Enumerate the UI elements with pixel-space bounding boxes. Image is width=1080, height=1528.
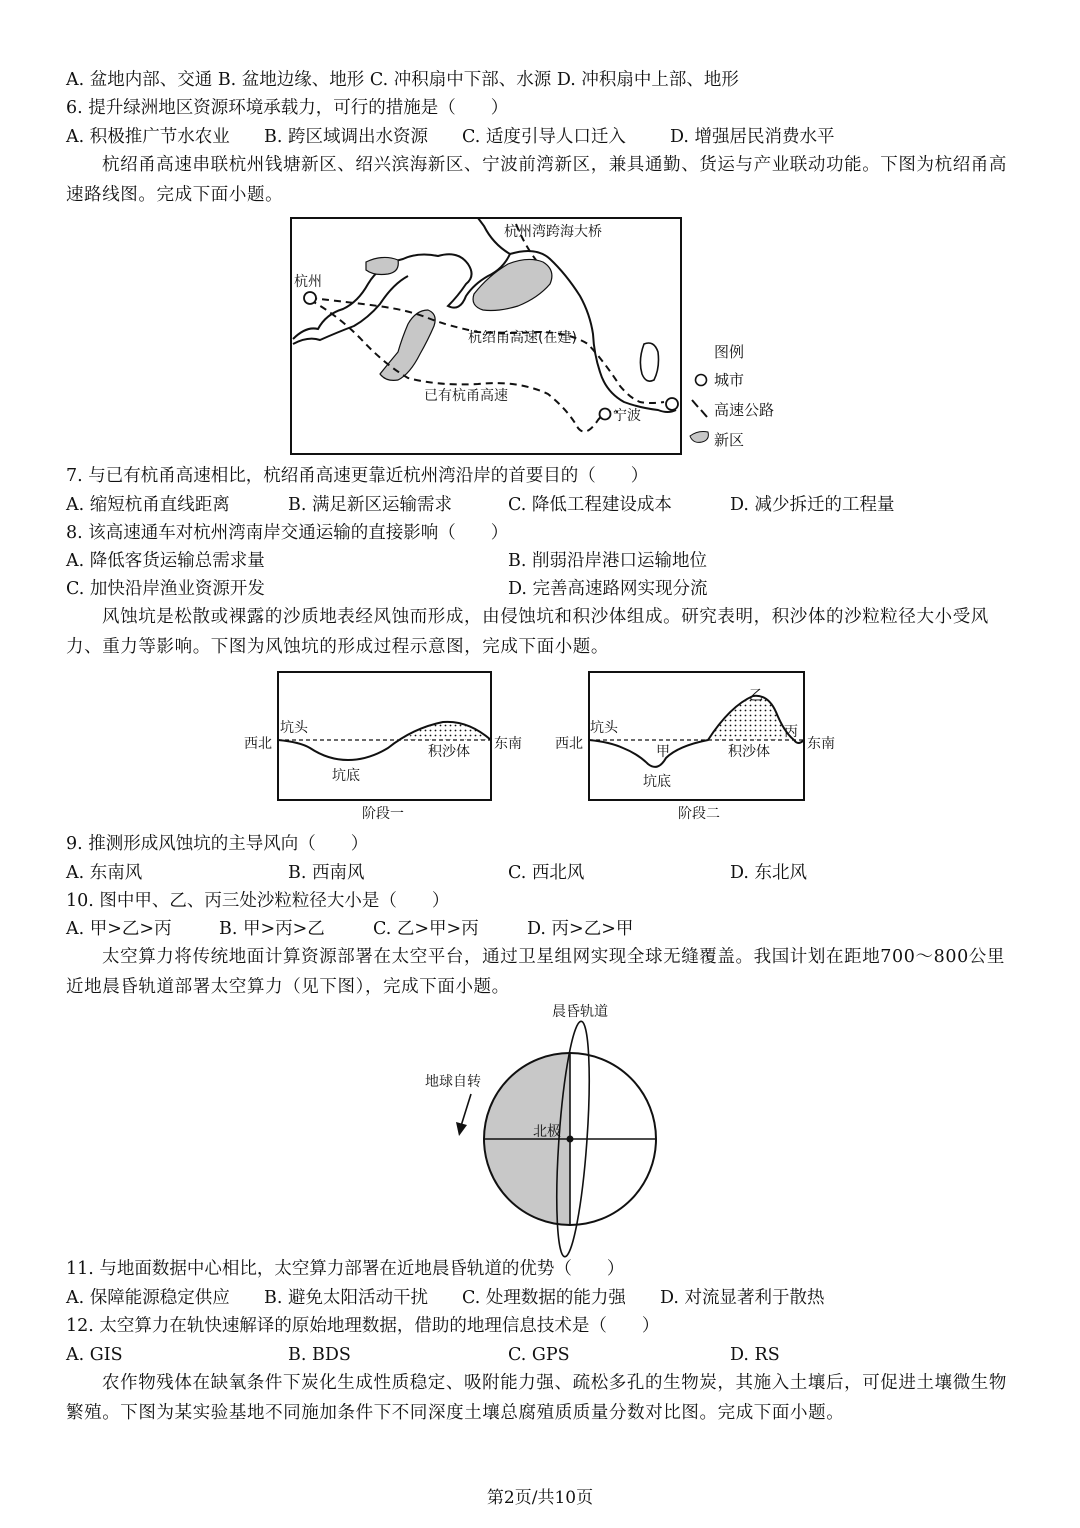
q8-option-c[interactable]: C. 加快沿岸渔业资源开发 [66,579,265,599]
dawn-dusk-orbit-diagram [415,998,675,1264]
q12-option-d[interactable]: D. RS [730,1345,780,1365]
q6-option-a[interactable]: A. 积极推广节水农业 [66,127,230,147]
q12-options [66,1343,1016,1367]
pole-label: 北极 [533,1124,561,1140]
page-number: 第2页/共10页 [486,1488,594,1508]
q9-stem: 9. 推测形成风蚀坑的主导风向（ ） [66,834,369,854]
q10-option-a[interactable]: A. 甲>乙>丙 [66,919,172,939]
q10-option-d[interactable]: D. 丙>乙>甲 [527,919,634,939]
q6-option-c[interactable]: C. 适度引导人口迁入 [462,127,626,147]
stage2-bing: 丙 [784,724,798,740]
highway-map [288,214,798,463]
q6-options [66,125,1016,149]
q7-stem: 7. 与已有杭甬高速相比，杭绍甬高速更靠近杭州湾沿岸的首要目的（ ） [66,466,649,486]
q6-option-d[interactable]: D. 增强居民消费水平 [670,127,835,147]
stage2-pit-bottom: 坑底 [643,774,671,790]
q12-option-b[interactable]: B. BDS [288,1345,351,1365]
q7-options [66,493,1016,517]
stage1-southeast: 东南 [494,736,522,752]
stage1-label: 阶段一 [362,806,404,822]
q10-option-b[interactable]: B. 甲>丙>乙 [219,919,325,939]
newzone-qiantang [366,257,398,274]
rotation-label: 地球自转 [425,1074,481,1090]
q8-options-row1 [66,549,1016,573]
q8-stem: 8. 该高速通车对杭州湾南岸交通运输的直接影响（ ） [66,523,509,543]
legend-highway-icon [692,400,707,417]
q9-option-b[interactable]: B. 西南风 [288,863,365,883]
stage2-southeast: 东南 [807,736,835,752]
stage1-sand-label: 积沙体 [428,744,470,760]
passage-highway: 杭绍甬高速串联杭州钱塘新区、绍兴滨海新区、宁波前湾新区，兼具通勤、货运与产业联动功能。下图为杭绍甬高速路线图。完成下面小题。 [66,155,1007,205]
passage-space-computing: 太空算力将传统地面计算资源部署在太空平台，通过卫星组网实现全球无缝覆盖。我国计划在距地700～800公里近地晨昏轨道部署太空算力（见下图），完成下面小题。 [66,947,1006,997]
q7-option-a[interactable]: A. 缩短杭甬直线距离 [66,495,230,515]
city-hangzhou-marker [304,292,316,304]
q11-option-d[interactable]: D. 对流显著利于散热 [660,1288,825,1308]
hangzhou-label: 杭州 [294,274,322,290]
q12-option-c[interactable]: C. GPS [508,1345,570,1365]
passage-wind-pit: 风蚀坑是松散或裸露的沙质地表经风蚀而形成，由侵蚀坑和积沙体组成。研究表明，积沙体的沙粒粒径大小受风力、重力等影响。下图为风蚀坑的形成过程示意图，完成下面小题。 [66,607,989,657]
stage2-yi: 乙 [749,688,763,704]
island [640,343,658,381]
newzone-qianwan [473,259,552,310]
old-highway-route [310,300,618,432]
q10-stem: 10. 图中甲、乙、丙三处沙粒粒径大小是（ ） [66,891,450,911]
q12-stem: 12. 太空算力在轨快速解译的原始地理数据，借助的地理信息技术是（ ） [66,1316,660,1336]
q9-option-d[interactable]: D. 东北风 [730,863,808,883]
q11-stem: 11. 与地面数据中心相比，太空算力部署在近地晨昏轨道的优势（ ） [66,1259,625,1279]
stage1-pit-bottom: 坑底 [332,768,360,784]
stage2-northwest: 西北 [555,736,583,752]
q11-option-b[interactable]: B. 避免太阳活动干扰 [264,1288,428,1308]
legend-title: 图例 [714,343,745,361]
q8-option-a[interactable]: A. 降低客货运输总需求量 [66,551,265,571]
city-east-marker [666,398,678,410]
q6-stem: 6. 提升绿洲地区资源环境承载力，可行的措施是（ ） [66,98,509,118]
q6-option-b[interactable]: B. 跨区域调出水资源 [264,127,428,147]
q9-options [66,861,1016,885]
q8-option-d[interactable]: D. 完善高速路网实现分流 [508,579,708,599]
old-highway-label: 已有杭甬高速 [424,388,508,404]
newzone-binhai [380,310,435,380]
q10-option-c[interactable]: C. 乙>甲>丙 [373,919,479,939]
north-pole-dot [567,1136,574,1143]
legend-highway: 高速公路 [714,401,775,419]
bridge-label: 杭州湾跨海大桥 [504,224,602,240]
q10-options [66,917,1016,941]
stage1-northwest: 西北 [244,736,272,752]
q9-option-a[interactable]: A. 东南风 [66,863,143,883]
legend-newzone: 新区 [714,431,745,449]
legend-newzone-icon [690,432,708,443]
legend-city: 城市 [714,371,745,389]
q8-options-row2 [66,577,1016,601]
q11-option-a[interactable]: A. 保障能源稳定供应 [66,1288,230,1308]
city-ningbo-marker [600,409,611,420]
stage2-pit-head: 坑头 [590,720,618,736]
stage2-jia: 甲 [656,744,670,760]
stage2-label: 阶段二 [678,806,720,822]
rotation-arrow-head [456,1122,467,1136]
q11-option-c[interactable]: C. 处理数据的能力强 [462,1288,626,1308]
q9-option-c[interactable]: C. 西北风 [508,863,585,883]
q11-options [66,1286,1016,1310]
stage2-sand-body [708,696,786,740]
passage-biochar: 农作物残体在缺氧条件下炭化生成性质稳定、吸附能力强、疏松多孔的生物炭，其施入土壤后，可促进土壤微生物繁殖。下图为某实验基地不同施加条件下不同深度土壤总腐殖质质量分数对比图。完成下面小题。 [66,1373,1007,1423]
south-shore-west [293,218,510,339]
q7-option-d[interactable]: D. 减少拆迁的工程量 [730,495,895,515]
q5-options: A. 盆地内部、交通 B. 盆地边缘、地形 C. 冲积扇中下部、水源 D. 冲积扇中上部、地形 [66,70,739,90]
wind-pit-diagram [238,668,848,832]
q12-option-a[interactable]: A. GIS [66,1345,123,1365]
new-highway-label: 杭绍甬高速(在建) [468,330,577,346]
q7-option-c[interactable]: C. 降低工程建设成本 [508,495,672,515]
stage1-pit-head: 坑头 [280,720,308,736]
rotation-arrow-shaft [461,1094,471,1126]
ningbo-label: 宁波 [613,408,641,424]
orbit-label: 晨昏轨道 [552,1004,608,1020]
stage2-sand-label: 积沙体 [728,744,770,760]
q8-option-b[interactable]: B. 削弱沿岸港口运输地位 [508,551,707,571]
legend-city-icon [696,375,707,386]
q7-option-b[interactable]: B. 满足新区运输需求 [288,495,452,515]
